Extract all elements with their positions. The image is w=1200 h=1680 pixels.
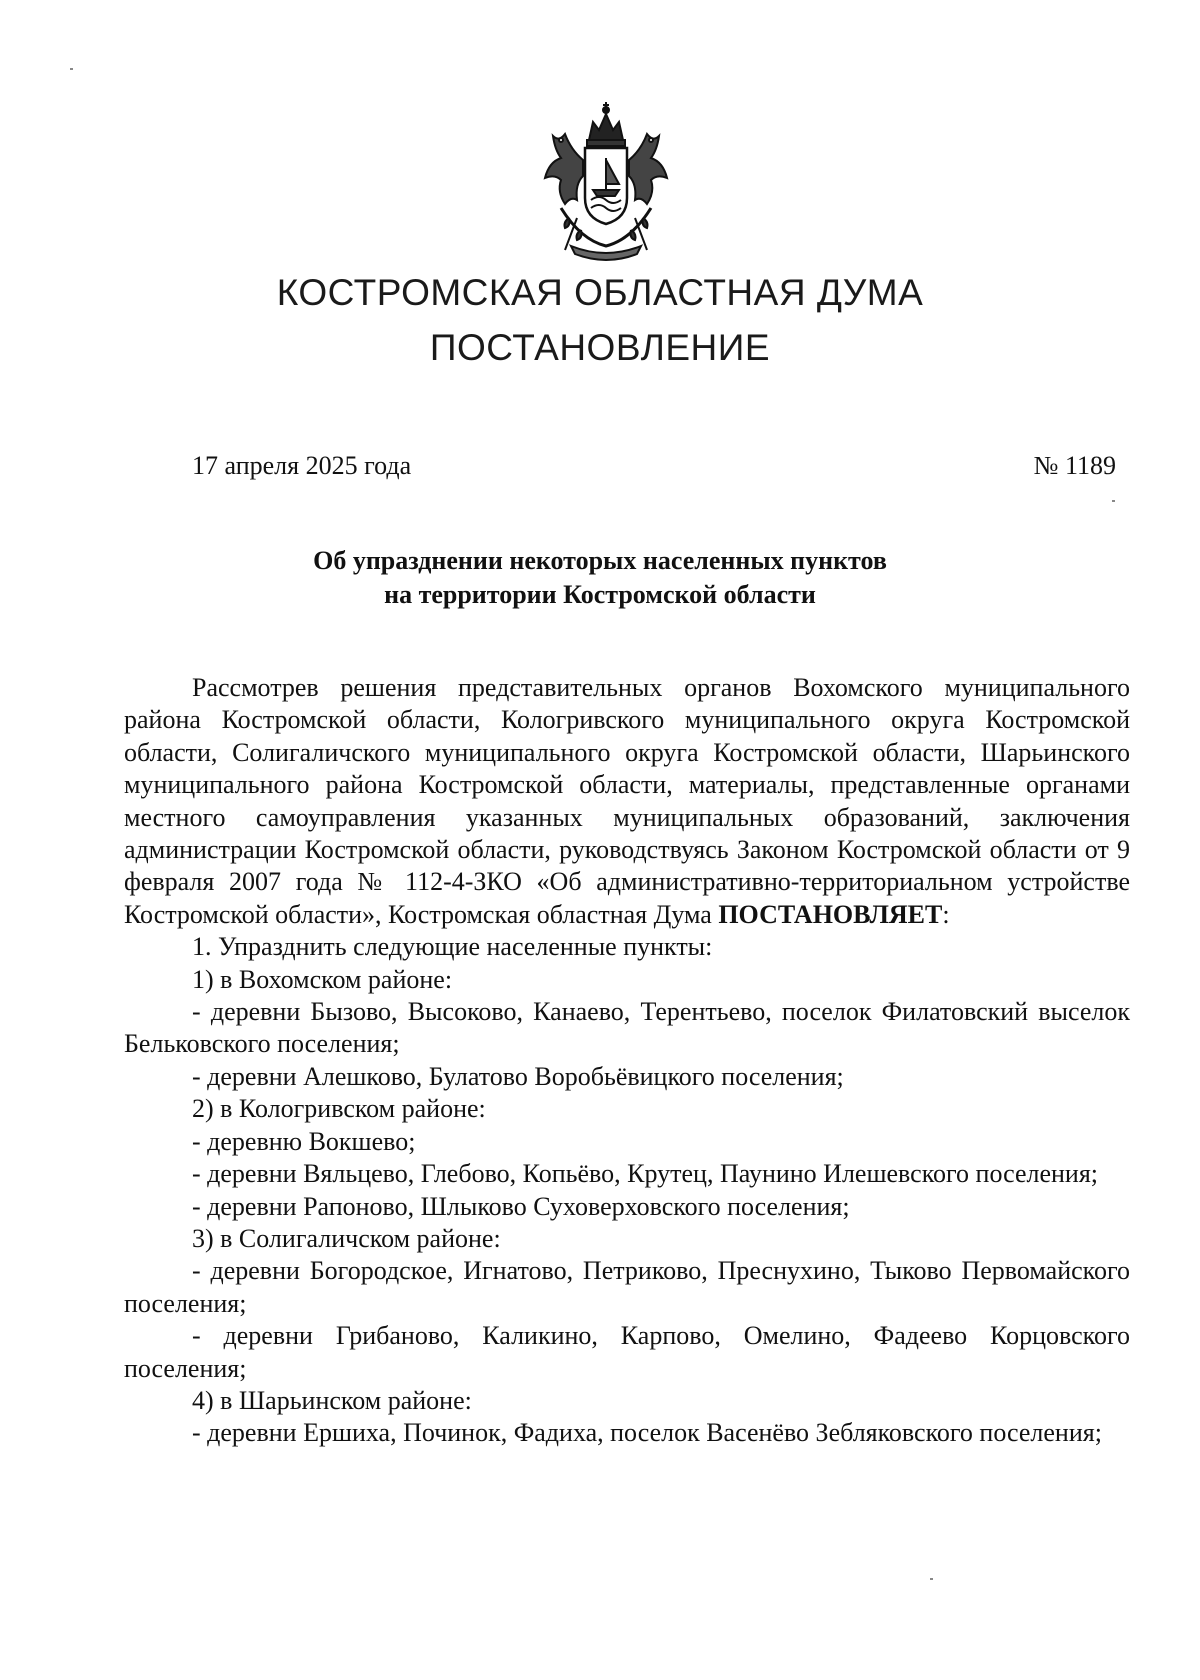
preamble-text: Рассмотрев решения представительных органов Вохомского муниципального района Костромской области, Кологривского муниципального округа Костромской области, Солигаличского муниципального округа Костромской области, Шарьинского муниципального района Костромской области, материалы, представленные органами местного самоуправления указанных муниципальных образований, заключения администрации Костромской области, руководствуясь Законом Костромской области от 9 февраля 2007 года № 112-4-ЗКО «Об административно-территориальном устройстве Костромской области», Костромская областная Дума (124, 673, 1130, 929)
organization-name: КОСТРОМСКАЯ ОБЛАСТНАЯ ДУМА (276, 272, 924, 313)
scan-speck (1112, 500, 1115, 502)
kostroma-coat-of-arms-icon (531, 100, 681, 262)
paragraph: - деревни Ершиха, Починок, Фадиха, поселок Васенёво Зебляковского поселения; (192, 1418, 1102, 1448)
paragraph: - деревни Грибаново, Каликино, Карпово, Омелино, Фадеево Корцовского поселения; (124, 1321, 1130, 1383)
document-title (0, 544, 1200, 612)
paragraph: 3) в Солигаличском районе: (192, 1223, 501, 1253)
paragraph: - деревни Рапоново, Шлыково Суховерховского поселения; (192, 1191, 850, 1221)
paragraph: - деревни Алешково, Булатово Воробьёвицкого поселения; (192, 1061, 844, 1091)
paragraph: - деревни Богородское, Игнатово, Петриково, Преснухино, Тыково Первомайского поселения; (124, 1256, 1130, 1318)
paragraph: 2) в Кологривском районе: (192, 1094, 486, 1124)
document-type: ПОСТАНОВЛЕНИЕ (429, 327, 771, 368)
paragraph: 1. Упразднить следующие населенные пункты: (192, 932, 713, 962)
title-line-2: на территории Костромской области (384, 580, 816, 609)
document-date: 17 апреля 2025 года (192, 451, 412, 480)
scan-speck (930, 1578, 933, 1580)
document-number: № 1189 (1033, 451, 1116, 480)
resolves-colon: : (942, 899, 950, 929)
paragraph: - деревни Бызово, Высоково, Канаево, Терентьево, поселок Филатовский выселок Бельковского поселения; (124, 997, 1130, 1059)
resolves-word: ПОСТАНОВЛЯЕТ (718, 899, 943, 929)
preamble (124, 672, 1130, 931)
paragraph: - деревни Вяльцево, Глебово, Копьёво, Крутец, Паунино Илешевского поселения; (192, 1159, 1099, 1189)
document-body (124, 672, 1130, 1450)
scan-speck (70, 68, 73, 70)
paragraph: - деревню Вокшево; (192, 1126, 416, 1156)
paragraph: 1) в Вохомском районе: (192, 964, 453, 994)
paragraph: 4) в Шарьинском районе: (192, 1385, 472, 1415)
title-line-1: Об упразднении некоторых населенных пунктов (313, 546, 887, 575)
